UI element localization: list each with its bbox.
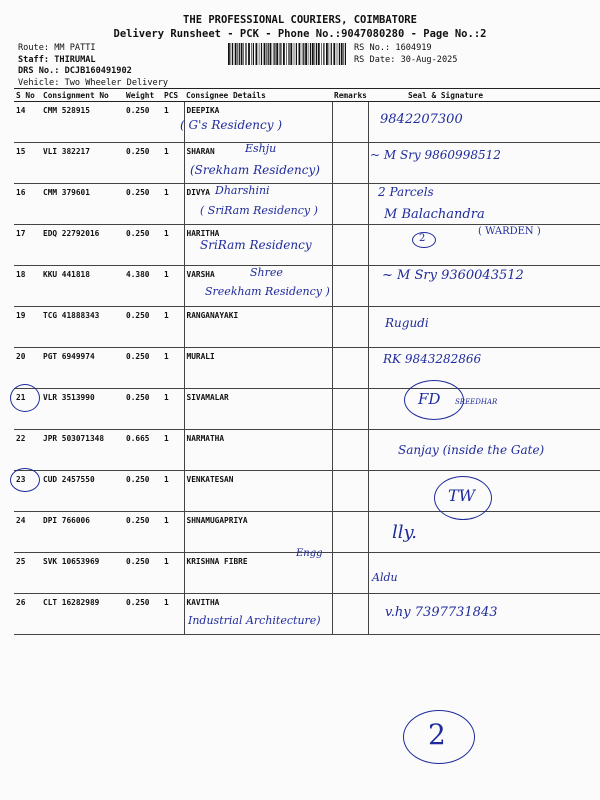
row-consignee: NARMATHA <box>184 430 332 471</box>
barcode-bar <box>266 43 267 65</box>
row-remarks <box>332 430 368 471</box>
row-remarks <box>332 471 368 512</box>
barcode-bar <box>294 43 295 65</box>
handwritten-count: 2 <box>419 233 426 244</box>
row-pcs: 1 <box>162 266 184 307</box>
row-weight: 0.250 <box>124 307 162 348</box>
barcode-bar <box>308 43 309 65</box>
col-remarks: Remarks <box>334 90 367 100</box>
row-weight: 0.250 <box>124 594 162 635</box>
runsheet-subtitle: Delivery Runsheet - PCK - Phone No.:9047080280 - Page No.:2 <box>113 28 487 40</box>
row-sno: 25 <box>14 553 41 594</box>
handwritten-address: (Srekham Residency) <box>190 163 320 177</box>
row-weight: 0.250 <box>124 553 162 594</box>
handwritten-address: Sreekham Residency ) <box>205 285 330 298</box>
staff-label: Staff: THIRUMAL <box>18 54 96 65</box>
rs-number: RS No.: 1604919 <box>354 43 432 53</box>
handwritten-address: Industrial Architecture) <box>188 614 321 627</box>
barcode-bar <box>345 43 346 65</box>
handwritten-parcels: 2 Parcels <box>378 185 434 199</box>
barcode-bar <box>326 43 328 65</box>
row-consignee: KRISHNA FIBRE <box>184 553 332 594</box>
barcode-bar <box>337 43 338 65</box>
row-consignment: KKU 441818 <box>41 266 124 307</box>
row-consignment: CMM 379601 <box>41 184 124 225</box>
handwritten-signature: TW <box>448 486 476 505</box>
table-header-row <box>14 89 600 102</box>
handwritten-signature: FD <box>418 390 441 408</box>
barcode-bar <box>232 43 233 65</box>
table-row <box>14 389 600 430</box>
row-remarks <box>332 594 368 635</box>
row-pcs: 1 <box>162 594 184 635</box>
handwritten-address: ( SriRam Residency ) <box>200 204 318 217</box>
barcode-bar <box>315 43 316 65</box>
company-title: THE PROFESSIONAL COURIERS, COIMBATORE <box>183 14 417 26</box>
row-consignment: EDQ 22792016 <box>41 225 124 266</box>
handwritten-signature: 9842207300 <box>380 112 463 127</box>
row-remarks <box>332 225 368 266</box>
barcode-bar <box>276 43 278 65</box>
handwritten-signature: Sanjay (inside the Gate) <box>398 443 545 457</box>
col-consignee: Consignee Details <box>184 89 332 102</box>
handwritten-signature: M Balachandra <box>384 207 485 222</box>
row-sno: 22 <box>14 430 41 471</box>
row-pcs: 1 <box>162 430 184 471</box>
row-weight: 4.380 <box>124 266 162 307</box>
barcode-bar <box>253 43 254 65</box>
barcode-bar <box>305 43 307 65</box>
handwritten-signature: RK 9843282866 <box>383 352 482 366</box>
serial-circle-mark <box>10 384 40 412</box>
row-weight: 0.250 <box>124 225 162 266</box>
row-sno: 24 <box>14 512 41 553</box>
table-row <box>14 348 600 389</box>
handwritten-signature: Rugudi <box>385 316 429 330</box>
barcode-bar <box>341 43 343 65</box>
row-consignment: TCG 41888343 <box>41 307 124 348</box>
row-consignment: VLR 3513990 <box>41 389 124 430</box>
row-remarks <box>332 184 368 225</box>
row-sno: 14 <box>14 102 41 143</box>
barcode-bar <box>228 43 230 65</box>
barcode-bar <box>329 43 330 65</box>
row-consignment: JPR 503071348 <box>41 430 124 471</box>
barcode-bar <box>280 43 281 65</box>
row-weight: 0.250 <box>124 143 162 184</box>
barcode-bar <box>323 43 324 65</box>
row-consignee: VENKATESAN <box>184 471 332 512</box>
handwritten-name: Eshju <box>245 142 277 155</box>
row-sno: 23 <box>14 471 41 512</box>
handwritten-signature: ~ M Sry 9860998512 <box>370 148 501 162</box>
row-consignee: VARSHA <box>184 266 332 307</box>
row-remarks <box>332 307 368 348</box>
barcode-bar <box>296 43 297 65</box>
barcode-bar <box>270 43 272 65</box>
row-remarks <box>332 348 368 389</box>
col-consignment: Consignment No <box>41 89 124 102</box>
barcode-bar <box>273 43 274 65</box>
barcode-bar <box>288 43 289 65</box>
barcode-bar <box>256 43 258 65</box>
barcode-bar <box>231 43 232 65</box>
row-consignee: RANGANAYAKI <box>184 307 332 348</box>
row-consignment: CUD 2457550 <box>41 471 124 512</box>
col-weight: Weight <box>124 89 162 102</box>
handwritten-note: Engg <box>296 548 323 559</box>
handwritten-warden: ( WARDEN ) <box>478 226 541 237</box>
barcode-bar <box>343 43 344 65</box>
barcode-bar <box>290 43 292 65</box>
row-remarks <box>332 102 368 143</box>
row-consignee: KAVITHA <box>184 594 332 635</box>
barcode-bar <box>302 43 303 65</box>
header-meta-right <box>354 43 457 66</box>
col-signature: Seal & Signature <box>368 89 600 102</box>
table-row <box>14 512 600 553</box>
row-weight: 0.250 <box>124 102 162 143</box>
barcode-bar <box>251 43 252 65</box>
route-label: Route: MM PATTI <box>18 43 96 53</box>
row-weight: 0.250 <box>124 184 162 225</box>
barcode-bar <box>259 43 260 65</box>
row-consignee: SHARAN <box>184 143 332 184</box>
barcode-bar <box>243 43 244 65</box>
row-remarks <box>332 389 368 430</box>
header-meta-left <box>18 43 168 89</box>
barcode-bar <box>310 43 311 65</box>
barcode-bar <box>261 43 262 65</box>
row-remarks <box>332 512 368 553</box>
row-consignment: SVK 10653969 <box>41 553 124 594</box>
barcode-bar <box>268 43 269 65</box>
table-row <box>14 307 600 348</box>
col-pcs: PCS <box>162 89 184 102</box>
barcode-bar <box>274 43 275 65</box>
drs-number: DRS No.: DCJB160491902 <box>18 66 132 76</box>
handwritten-page-number: 2 <box>428 718 446 751</box>
row-pcs: 1 <box>162 225 184 266</box>
row-pcs: 1 <box>162 389 184 430</box>
col-sno: S No <box>14 89 41 102</box>
barcode-bar <box>239 43 240 65</box>
row-consignee: DEEPIKA <box>184 102 332 143</box>
barcode-bar <box>245 43 246 65</box>
row-weight: 0.250 <box>124 471 162 512</box>
row-remarks <box>332 266 368 307</box>
row-sno: 18 <box>14 266 41 307</box>
handwritten-subsignature: SREEDHAR <box>455 398 498 406</box>
rs-date: RS Date: 30-Aug-2025 <box>354 54 458 65</box>
row-sno: 20 <box>14 348 41 389</box>
row-consignment: DPI 766006 <box>41 512 124 553</box>
vehicle-label: Vehicle: Two Wheeler Delivery <box>18 77 169 88</box>
barcode <box>228 43 348 65</box>
row-pcs: 1 <box>162 143 184 184</box>
row-pcs: 1 <box>162 307 184 348</box>
barcode-bar <box>241 43 243 65</box>
handwritten-address: ( G's Residency ) <box>180 118 282 132</box>
handwritten-address: SriRam Residency <box>200 238 312 252</box>
row-sno: 19 <box>14 307 41 348</box>
barcode-bar <box>235 43 237 65</box>
barcode-bar <box>237 43 238 65</box>
row-pcs: 1 <box>162 471 184 512</box>
row-consignment: CLT 16282989 <box>41 594 124 635</box>
handwritten-name: Dharshini <box>215 184 270 197</box>
barcode-bar <box>303 43 304 65</box>
table-row <box>14 102 600 143</box>
row-sno: 26 <box>14 594 41 635</box>
barcode-bar <box>316 43 317 65</box>
row-consignment: PGT 6949974 <box>41 348 124 389</box>
row-sno: 21 <box>14 389 41 430</box>
row-sno: 17 <box>14 225 41 266</box>
handwritten-signature: Aldu <box>372 571 398 584</box>
handwritten-signature: lly. <box>392 522 418 543</box>
row-consignee: SHNAMUGAPRIYA <box>184 512 332 553</box>
barcode-bar <box>331 43 332 65</box>
row-signature <box>368 389 600 430</box>
barcode-bar <box>333 43 335 65</box>
row-consignment: VLI 382217 <box>41 143 124 184</box>
barcode-bar <box>299 43 301 65</box>
row-consignment: CMM 528915 <box>41 102 124 143</box>
barcode-bar <box>248 43 250 65</box>
row-pcs: 1 <box>162 512 184 553</box>
row-sno: 16 <box>14 184 41 225</box>
row-consignee: HARITHA <box>184 225 332 266</box>
row-consignee: DIVYA <box>184 184 332 225</box>
row-pcs: 1 <box>162 102 184 143</box>
row-pcs: 1 <box>162 553 184 594</box>
serial-circle-mark <box>10 468 40 492</box>
row-consignee: SIVAMALAR <box>184 389 332 430</box>
table-row <box>14 471 600 512</box>
row-pcs: 1 <box>162 184 184 225</box>
row-weight: 0.250 <box>124 512 162 553</box>
barcode-bar <box>279 43 280 65</box>
row-signature <box>368 553 600 594</box>
barcode-bar <box>321 43 322 65</box>
barcode-bar <box>283 43 285 65</box>
row-remarks <box>332 553 368 594</box>
handwritten-signature: ~ M Sry 9360043512 <box>382 268 524 283</box>
row-weight: 0.665 <box>124 430 162 471</box>
barcode-bar <box>318 43 320 65</box>
barcode-bar <box>286 43 287 65</box>
handwritten-signature: v.hy 7397731843 <box>385 605 498 620</box>
row-weight: 0.250 <box>124 389 162 430</box>
barcode-bar <box>312 43 314 65</box>
row-remarks <box>332 143 368 184</box>
row-consignee: MURALI <box>184 348 332 389</box>
row-sno: 15 <box>14 143 41 184</box>
handwritten-name: Shree <box>250 266 283 279</box>
barcode-bar <box>264 43 266 65</box>
row-pcs: 1 <box>162 348 184 389</box>
row-weight: 0.250 <box>124 348 162 389</box>
barcode-bar <box>339 43 340 65</box>
